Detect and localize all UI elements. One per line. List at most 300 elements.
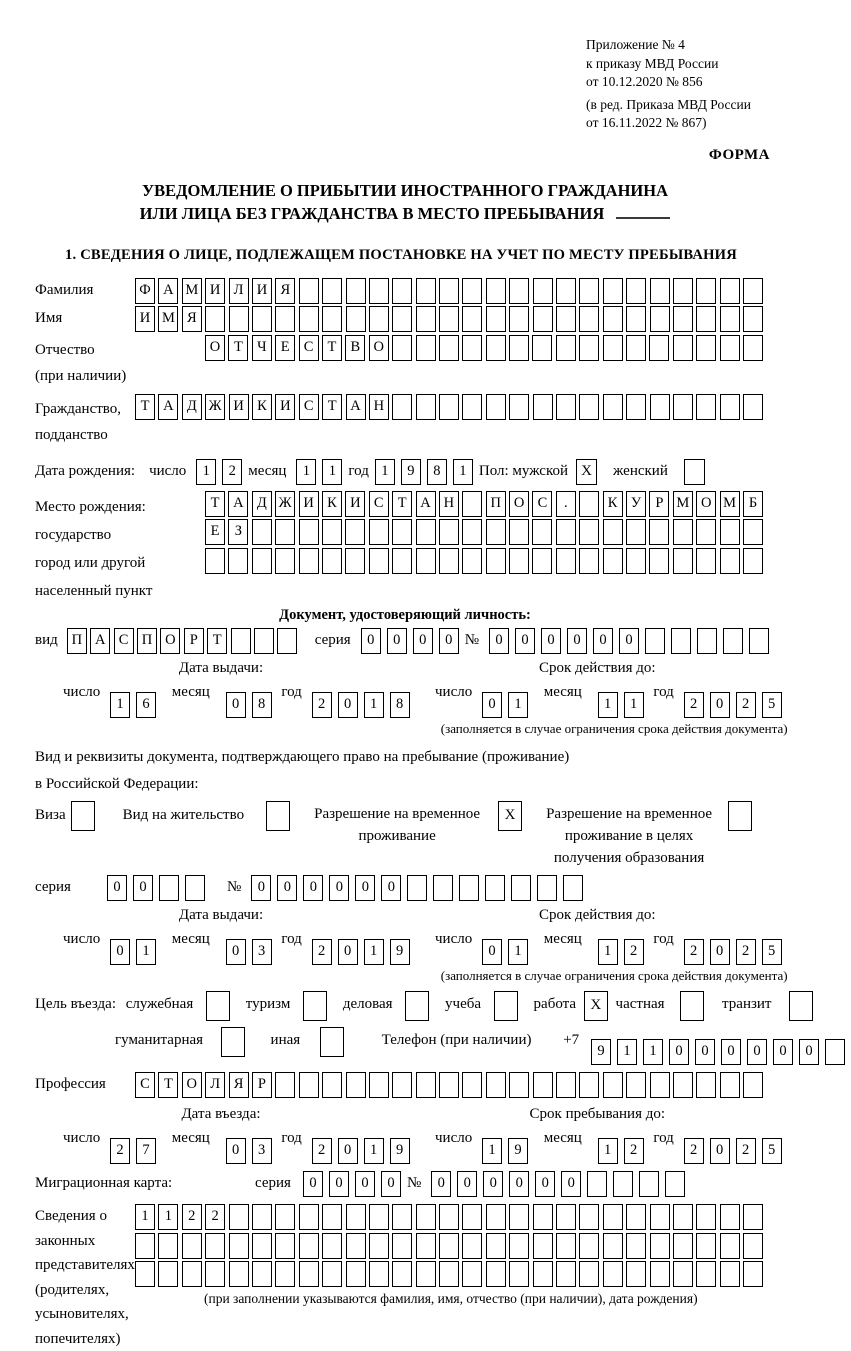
form-cell[interactable]	[533, 1233, 553, 1259]
form-cell[interactable]	[556, 306, 576, 332]
form-cell[interactable]	[486, 335, 506, 361]
form-cell[interactable]: 0	[329, 875, 349, 901]
form-cell[interactable]: 2	[736, 1138, 756, 1164]
form-cell[interactable]: Я	[275, 278, 295, 304]
form-cell[interactable]: Т	[228, 335, 248, 361]
form-cell[interactable]: 0	[338, 939, 358, 965]
form-cell[interactable]	[299, 519, 319, 545]
form-cell[interactable]: 1	[364, 1138, 384, 1164]
form-cell[interactable]: Ж	[205, 394, 225, 420]
purpose-work-checkbox[interactable]: X	[584, 991, 608, 1021]
form-cell[interactable]: Е	[205, 519, 225, 545]
form-cell[interactable]	[486, 278, 506, 304]
form-cell[interactable]: 2	[312, 692, 332, 718]
form-cell[interactable]: 5	[762, 1138, 782, 1164]
form-cell[interactable]	[696, 1072, 716, 1098]
form-cell[interactable]	[626, 1072, 646, 1098]
form-cell[interactable]	[696, 306, 716, 332]
form-cell[interactable]	[369, 306, 389, 332]
form-cell[interactable]	[486, 1261, 506, 1287]
form-cell[interactable]: Т	[135, 394, 155, 420]
form-cell[interactable]: 0	[431, 1171, 451, 1197]
form-cell[interactable]: П	[137, 628, 157, 654]
form-cell[interactable]	[392, 278, 412, 304]
form-cell[interactable]	[509, 519, 529, 545]
form-cell[interactable]	[433, 875, 453, 901]
form-cell[interactable]: 1	[296, 459, 316, 485]
form-cell[interactable]	[532, 335, 552, 361]
visa-checkbox[interactable]	[71, 801, 95, 831]
form-cell[interactable]	[346, 1204, 366, 1230]
form-cell[interactable]	[416, 1261, 436, 1287]
form-cell[interactable]	[720, 1204, 740, 1230]
form-cell[interactable]	[673, 1072, 693, 1098]
form-cell[interactable]	[416, 306, 436, 332]
form-cell[interactable]	[345, 548, 365, 574]
form-cell[interactable]	[299, 1233, 319, 1259]
form-cell[interactable]: 1	[453, 459, 473, 485]
form-cell[interactable]	[369, 278, 389, 304]
form-cell[interactable]	[749, 628, 769, 654]
form-cell[interactable]	[135, 1233, 155, 1259]
form-cell[interactable]: Ж	[275, 491, 295, 517]
purpose-business-checkbox[interactable]	[405, 991, 429, 1021]
form-cell[interactable]: И	[135, 306, 155, 332]
form-cell[interactable]	[626, 548, 646, 574]
form-cell[interactable]: Т	[158, 1072, 178, 1098]
form-cell[interactable]	[650, 278, 670, 304]
form-cell[interactable]	[275, 519, 295, 545]
form-cell[interactable]: 0	[721, 1039, 741, 1065]
purpose-humanitarian-checkbox[interactable]	[221, 1027, 245, 1057]
form-cell[interactable]: 0	[381, 1171, 401, 1197]
form-cell[interactable]: 0	[355, 1171, 375, 1197]
form-cell[interactable]: И	[275, 394, 295, 420]
form-cell[interactable]	[626, 1233, 646, 1259]
form-cell[interactable]	[299, 1072, 319, 1098]
form-cell[interactable]	[486, 548, 506, 574]
form-cell[interactable]	[346, 278, 366, 304]
form-cell[interactable]: А	[158, 394, 178, 420]
form-cell[interactable]	[509, 1204, 529, 1230]
form-cell[interactable]	[649, 548, 669, 574]
form-cell[interactable]	[439, 1204, 459, 1230]
form-cell[interactable]	[322, 519, 342, 545]
form-cell[interactable]	[723, 628, 743, 654]
form-cell[interactable]: 9	[390, 939, 410, 965]
form-cell[interactable]: 0	[710, 1138, 730, 1164]
form-cell[interactable]	[346, 1072, 366, 1098]
form-cell[interactable]	[743, 1233, 763, 1259]
form-cell[interactable]: 9	[390, 1138, 410, 1164]
form-cell[interactable]	[229, 1204, 249, 1230]
form-cell[interactable]	[556, 1233, 576, 1259]
form-cell[interactable]	[696, 1204, 716, 1230]
form-cell[interactable]: 0	[226, 692, 246, 718]
form-cell[interactable]	[462, 278, 482, 304]
form-cell[interactable]	[322, 278, 342, 304]
form-cell[interactable]: С	[532, 491, 552, 517]
form-cell[interactable]	[650, 306, 670, 332]
form-cell[interactable]: 0	[509, 1171, 529, 1197]
form-cell[interactable]	[556, 548, 576, 574]
form-cell[interactable]	[626, 519, 646, 545]
form-cell[interactable]	[579, 1233, 599, 1259]
form-cell[interactable]	[416, 548, 436, 574]
form-cell[interactable]	[486, 1233, 506, 1259]
form-cell[interactable]: Т	[322, 394, 342, 420]
form-cell[interactable]: М	[720, 491, 740, 517]
form-cell[interactable]	[369, 1261, 389, 1287]
form-cell[interactable]	[229, 306, 249, 332]
form-cell[interactable]: 0	[482, 939, 502, 965]
form-cell[interactable]	[439, 335, 459, 361]
form-cell[interactable]	[439, 394, 459, 420]
form-cell[interactable]: 1	[136, 939, 156, 965]
form-cell[interactable]	[252, 1261, 272, 1287]
form-cell[interactable]	[462, 1261, 482, 1287]
form-cell[interactable]: 8	[427, 459, 447, 485]
form-cell[interactable]	[439, 519, 459, 545]
form-cell[interactable]: И	[252, 278, 272, 304]
form-cell[interactable]	[556, 278, 576, 304]
form-cell[interactable]	[416, 394, 436, 420]
form-cell[interactable]: .	[556, 491, 576, 517]
form-cell[interactable]: О	[160, 628, 180, 654]
form-cell[interactable]: 1	[375, 459, 395, 485]
form-cell[interactable]	[673, 548, 693, 574]
form-cell[interactable]: 0	[695, 1039, 715, 1065]
form-cell[interactable]	[205, 548, 225, 574]
form-cell[interactable]	[322, 1233, 342, 1259]
form-cell[interactable]	[743, 1261, 763, 1287]
form-cell[interactable]: П	[486, 491, 506, 517]
purpose-private-checkbox[interactable]	[680, 991, 704, 1021]
form-cell[interactable]: 1	[158, 1204, 178, 1230]
form-cell[interactable]	[416, 519, 436, 545]
form-cell[interactable]	[462, 306, 482, 332]
form-cell[interactable]: 1	[643, 1039, 663, 1065]
form-cell[interactable]	[720, 548, 740, 574]
form-cell[interactable]	[158, 1233, 178, 1259]
form-cell[interactable]	[462, 519, 482, 545]
form-cell[interactable]	[532, 548, 552, 574]
form-cell[interactable]	[275, 1261, 295, 1287]
form-cell[interactable]: 0	[251, 875, 271, 901]
form-cell[interactable]: 1	[110, 692, 130, 718]
form-cell[interactable]: 1	[322, 459, 342, 485]
form-cell[interactable]: В	[345, 335, 365, 361]
form-cell[interactable]	[696, 335, 716, 361]
form-cell[interactable]: 0	[413, 628, 433, 654]
form-cell[interactable]	[825, 1039, 845, 1065]
form-cell[interactable]	[462, 491, 482, 517]
form-cell[interactable]	[720, 519, 740, 545]
form-cell[interactable]: 2	[624, 939, 644, 965]
form-cell[interactable]: Н	[439, 491, 459, 517]
form-cell[interactable]: 0	[541, 628, 561, 654]
form-cell[interactable]	[603, 335, 623, 361]
form-cell[interactable]	[720, 1072, 740, 1098]
form-cell[interactable]	[673, 394, 693, 420]
form-cell[interactable]: А	[416, 491, 436, 517]
form-cell[interactable]	[603, 394, 623, 420]
form-cell[interactable]	[673, 335, 693, 361]
form-cell[interactable]: 0	[303, 1171, 323, 1197]
form-cell[interactable]: 1	[598, 1138, 618, 1164]
form-cell[interactable]: О	[205, 335, 225, 361]
form-cell[interactable]: А	[346, 394, 366, 420]
form-cell[interactable]: Д	[182, 394, 202, 420]
form-cell[interactable]	[650, 1261, 670, 1287]
residence-permit-checkbox[interactable]	[266, 801, 290, 831]
form-cell[interactable]	[556, 519, 576, 545]
form-cell[interactable]: 0	[619, 628, 639, 654]
form-cell[interactable]	[556, 1072, 576, 1098]
form-cell[interactable]	[603, 306, 623, 332]
form-cell[interactable]	[185, 875, 205, 901]
form-cell[interactable]: 5	[762, 939, 782, 965]
form-cell[interactable]	[603, 1261, 623, 1287]
form-cell[interactable]	[533, 394, 553, 420]
form-cell[interactable]: 0	[710, 692, 730, 718]
form-cell[interactable]	[462, 548, 482, 574]
form-cell[interactable]: 0	[535, 1171, 555, 1197]
form-cell[interactable]	[407, 875, 427, 901]
form-cell[interactable]	[275, 548, 295, 574]
form-cell[interactable]	[439, 1261, 459, 1287]
form-cell[interactable]	[205, 1233, 225, 1259]
form-cell[interactable]: 8	[252, 692, 272, 718]
form-cell[interactable]	[649, 519, 669, 545]
form-cell[interactable]	[254, 628, 274, 654]
form-cell[interactable]	[533, 1261, 553, 1287]
form-cell[interactable]	[439, 278, 459, 304]
form-cell[interactable]	[556, 1204, 576, 1230]
form-cell[interactable]	[439, 1233, 459, 1259]
form-cell[interactable]	[439, 306, 459, 332]
form-cell[interactable]: 2	[684, 939, 704, 965]
form-cell[interactable]	[720, 394, 740, 420]
form-cell[interactable]: 1	[598, 692, 618, 718]
form-cell[interactable]	[439, 548, 459, 574]
form-cell[interactable]	[392, 1204, 412, 1230]
form-cell[interactable]	[509, 306, 529, 332]
form-cell[interactable]: М	[673, 491, 693, 517]
form-cell[interactable]: 7	[136, 1138, 156, 1164]
form-cell[interactable]	[509, 548, 529, 574]
form-cell[interactable]	[626, 306, 646, 332]
temp-permit-checkbox[interactable]: X	[498, 801, 522, 831]
form-cell[interactable]	[299, 278, 319, 304]
form-cell[interactable]: Е	[275, 335, 295, 361]
form-cell[interactable]	[416, 1233, 436, 1259]
form-cell[interactable]	[626, 394, 646, 420]
form-cell[interactable]	[392, 1233, 412, 1259]
form-cell[interactable]	[369, 548, 389, 574]
form-cell[interactable]	[392, 548, 412, 574]
form-cell[interactable]	[459, 875, 479, 901]
form-cell[interactable]: И	[345, 491, 365, 517]
form-cell[interactable]: 0	[439, 628, 459, 654]
form-cell[interactable]	[673, 306, 693, 332]
form-cell[interactable]	[182, 1261, 202, 1287]
form-cell[interactable]: Р	[649, 491, 669, 517]
form-cell[interactable]	[416, 278, 436, 304]
form-cell[interactable]	[252, 548, 272, 574]
form-cell[interactable]: 0	[355, 875, 375, 901]
form-cell[interactable]	[299, 1204, 319, 1230]
form-cell[interactable]: У	[626, 491, 646, 517]
form-cell[interactable]	[743, 306, 763, 332]
form-cell[interactable]	[509, 1233, 529, 1259]
form-cell[interactable]	[439, 1072, 459, 1098]
form-cell[interactable]: О	[509, 491, 529, 517]
form-cell[interactable]	[486, 519, 506, 545]
form-cell[interactable]: Т	[322, 335, 342, 361]
form-cell[interactable]: 2	[684, 692, 704, 718]
form-cell[interactable]	[392, 306, 412, 332]
form-cell[interactable]	[509, 1261, 529, 1287]
form-cell[interactable]: 1	[598, 939, 618, 965]
form-cell[interactable]	[205, 1261, 225, 1287]
form-cell[interactable]	[556, 335, 576, 361]
form-cell[interactable]	[603, 548, 623, 574]
form-cell[interactable]	[579, 278, 599, 304]
form-cell[interactable]	[369, 519, 389, 545]
form-cell[interactable]: 3	[252, 939, 272, 965]
form-cell[interactable]: 0	[107, 875, 127, 901]
form-cell[interactable]: 0	[515, 628, 535, 654]
sex-male-checkbox[interactable]: X	[576, 459, 597, 485]
form-cell[interactable]: 0	[710, 939, 730, 965]
form-cell[interactable]	[486, 1204, 506, 1230]
form-cell[interactable]: 1	[508, 939, 528, 965]
form-cell[interactable]	[579, 548, 599, 574]
form-cell[interactable]: А	[158, 278, 178, 304]
form-cell[interactable]	[696, 519, 716, 545]
form-cell[interactable]	[486, 306, 506, 332]
form-cell[interactable]: 1	[617, 1039, 637, 1065]
form-cell[interactable]: 0	[381, 875, 401, 901]
form-cell[interactable]	[579, 335, 599, 361]
form-cell[interactable]: 1	[508, 692, 528, 718]
form-cell[interactable]	[159, 875, 179, 901]
purpose-transit-checkbox[interactable]	[789, 991, 813, 1021]
form-cell[interactable]	[299, 548, 319, 574]
form-cell[interactable]	[462, 1072, 482, 1098]
edu-permit-checkbox[interactable]	[728, 801, 752, 831]
form-cell[interactable]: 2	[312, 1138, 332, 1164]
form-cell[interactable]	[720, 1261, 740, 1287]
form-cell[interactable]: Р	[184, 628, 204, 654]
purpose-study-checkbox[interactable]	[494, 991, 518, 1021]
form-cell[interactable]	[392, 335, 412, 361]
form-cell[interactable]	[346, 1233, 366, 1259]
form-cell[interactable]: 9	[591, 1039, 611, 1065]
form-cell[interactable]	[182, 1233, 202, 1259]
form-cell[interactable]	[579, 519, 599, 545]
form-cell[interactable]: Р	[252, 1072, 272, 1098]
form-cell[interactable]	[537, 875, 557, 901]
form-cell[interactable]: С	[114, 628, 134, 654]
form-cell[interactable]: 1	[364, 692, 384, 718]
form-cell[interactable]	[392, 519, 412, 545]
form-cell[interactable]	[696, 394, 716, 420]
form-cell[interactable]	[462, 1233, 482, 1259]
form-cell[interactable]	[228, 548, 248, 574]
form-cell[interactable]	[645, 628, 665, 654]
form-cell[interactable]	[392, 1072, 412, 1098]
form-cell[interactable]	[556, 394, 576, 420]
form-cell[interactable]	[299, 1261, 319, 1287]
form-cell[interactable]	[556, 1261, 576, 1287]
form-cell[interactable]	[533, 1072, 553, 1098]
form-cell[interactable]	[486, 394, 506, 420]
form-cell[interactable]	[587, 1171, 607, 1197]
form-cell[interactable]	[603, 1072, 623, 1098]
form-cell[interactable]	[322, 1204, 342, 1230]
form-cell[interactable]: 9	[508, 1138, 528, 1164]
form-cell[interactable]	[579, 306, 599, 332]
form-cell[interactable]	[671, 628, 691, 654]
form-cell[interactable]: 2	[684, 1138, 704, 1164]
form-cell[interactable]	[743, 1204, 763, 1230]
form-cell[interactable]	[673, 519, 693, 545]
form-cell[interactable]	[416, 1204, 436, 1230]
form-cell[interactable]	[229, 1233, 249, 1259]
form-cell[interactable]	[673, 1233, 693, 1259]
form-cell[interactable]: 1	[364, 939, 384, 965]
form-cell[interactable]: 2	[312, 939, 332, 965]
form-cell[interactable]	[532, 519, 552, 545]
form-cell[interactable]	[743, 278, 763, 304]
form-cell[interactable]: 0	[329, 1171, 349, 1197]
form-cell[interactable]	[579, 491, 599, 517]
form-cell[interactable]: 0	[669, 1039, 689, 1065]
form-cell[interactable]	[613, 1171, 633, 1197]
form-cell[interactable]: К	[603, 491, 623, 517]
form-cell[interactable]: 0	[110, 939, 130, 965]
form-cell[interactable]: Л	[229, 278, 249, 304]
form-cell[interactable]: 1	[482, 1138, 502, 1164]
form-cell[interactable]: А	[228, 491, 248, 517]
form-cell[interactable]: 0	[387, 628, 407, 654]
form-cell[interactable]: 0	[799, 1039, 819, 1065]
form-cell[interactable]	[275, 1204, 295, 1230]
form-cell[interactable]	[231, 628, 251, 654]
form-cell[interactable]	[665, 1171, 685, 1197]
form-cell[interactable]	[462, 335, 482, 361]
form-cell[interactable]: 0	[483, 1171, 503, 1197]
form-cell[interactable]: Я	[182, 306, 202, 332]
form-cell[interactable]: 2	[624, 1138, 644, 1164]
form-cell[interactable]: 2	[110, 1138, 130, 1164]
form-cell[interactable]: 0	[226, 1138, 246, 1164]
sex-female-checkbox[interactable]	[684, 459, 705, 485]
form-cell[interactable]	[275, 1233, 295, 1259]
form-cell[interactable]	[650, 394, 670, 420]
form-cell[interactable]: С	[135, 1072, 155, 1098]
form-cell[interactable]	[485, 875, 505, 901]
form-cell[interactable]	[392, 1261, 412, 1287]
form-cell[interactable]	[743, 394, 763, 420]
form-cell[interactable]	[252, 1204, 272, 1230]
form-cell[interactable]: Т	[205, 491, 225, 517]
form-cell[interactable]: 0	[133, 875, 153, 901]
form-cell[interactable]: П	[67, 628, 87, 654]
form-cell[interactable]	[673, 1204, 693, 1230]
